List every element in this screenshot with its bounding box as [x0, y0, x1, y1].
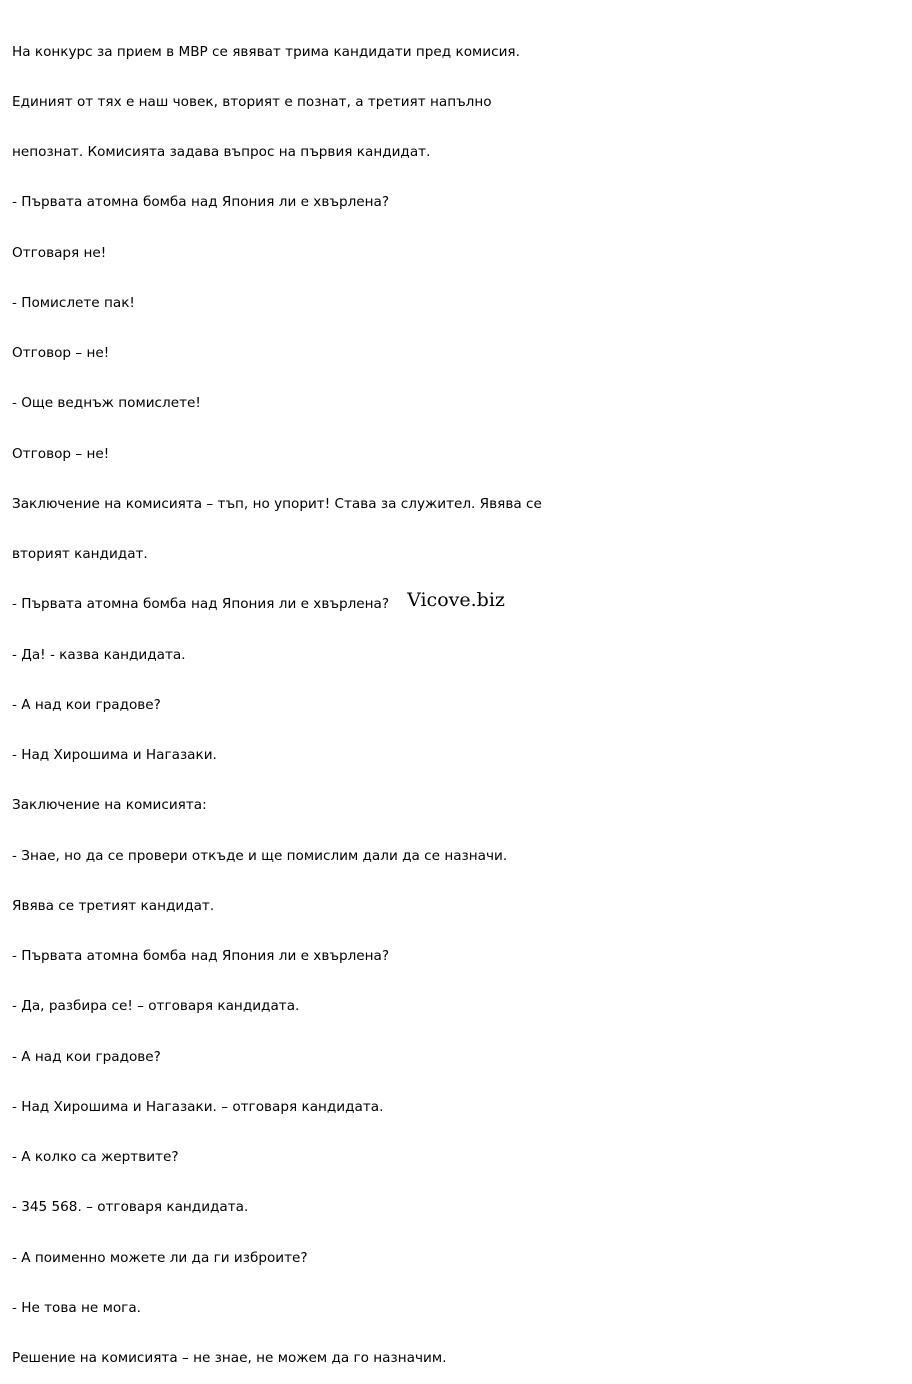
joke-line: - Да, разбира се! – отговаря кандидата. — [12, 998, 300, 1015]
joke-line: - Не това не мога. — [12, 1299, 141, 1316]
joke-line: - А поименно можете ли да ги изброите? — [12, 1249, 308, 1266]
joke-line: Отговор – не! — [12, 445, 110, 462]
joke-line: непознат. Комисията задава въпрос на първия кандидат. — [12, 144, 431, 160]
joke-line: Отговор – не! — [12, 345, 110, 361]
joke-line: - Първата атомна бомба над Япония ли е хвърлена? — [12, 194, 390, 211]
joke-line: Явява се третият кандидат. — [12, 897, 215, 914]
joke-line: - Още веднъж помислете! — [12, 395, 201, 412]
site-watermark: Vicove.biz — [407, 589, 505, 611]
joke-line: - А колко са жертвите? — [12, 1149, 179, 1165]
joke-line: - А над кои градове? — [12, 1048, 161, 1065]
joke-line: вторият кандидат. — [12, 546, 148, 562]
joke-line: - А над кои градове? — [12, 696, 161, 713]
joke-line: Единият от тях е наш човек, вторият е познат, а третият напълно — [12, 93, 492, 110]
joke-line: - Над Хирошима и Нагазаки. — [12, 747, 217, 763]
joke-line: - Помислете пак! — [12, 294, 135, 311]
joke-line: - Над Хирошима и Нагазаки. – отговаря кандидата. — [12, 1098, 384, 1115]
joke-line: - Знае, но да се провери откъде и ще помислим дали да се назначи. — [12, 847, 508, 864]
joke-line: - 345 568. – отговаря кандидата. — [12, 1199, 249, 1216]
joke-line: Решение на комисията – не знае, не можем да го назначим. — [12, 1350, 447, 1366]
joke-line: - Първата атомна бомба над Япония ли е хвърлена? — [12, 596, 390, 613]
joke-line: Заключение на комисията: — [12, 797, 207, 814]
joke-line: - Първата атомна бомба над Япония ли е хвърлена? — [12, 948, 390, 964]
joke-text — [12, 10, 892, 1384]
joke-line: Заключение на комисията – тъп, но упорит! Става за служител. Явява се — [12, 495, 542, 512]
joke-line: На конкурс за прием в МВР се явяват трима кандидати пред комисия. — [12, 43, 520, 60]
joke-line: Отговаря не! — [12, 244, 107, 261]
joke-line: - Да! - казва кандидата. — [12, 646, 186, 663]
